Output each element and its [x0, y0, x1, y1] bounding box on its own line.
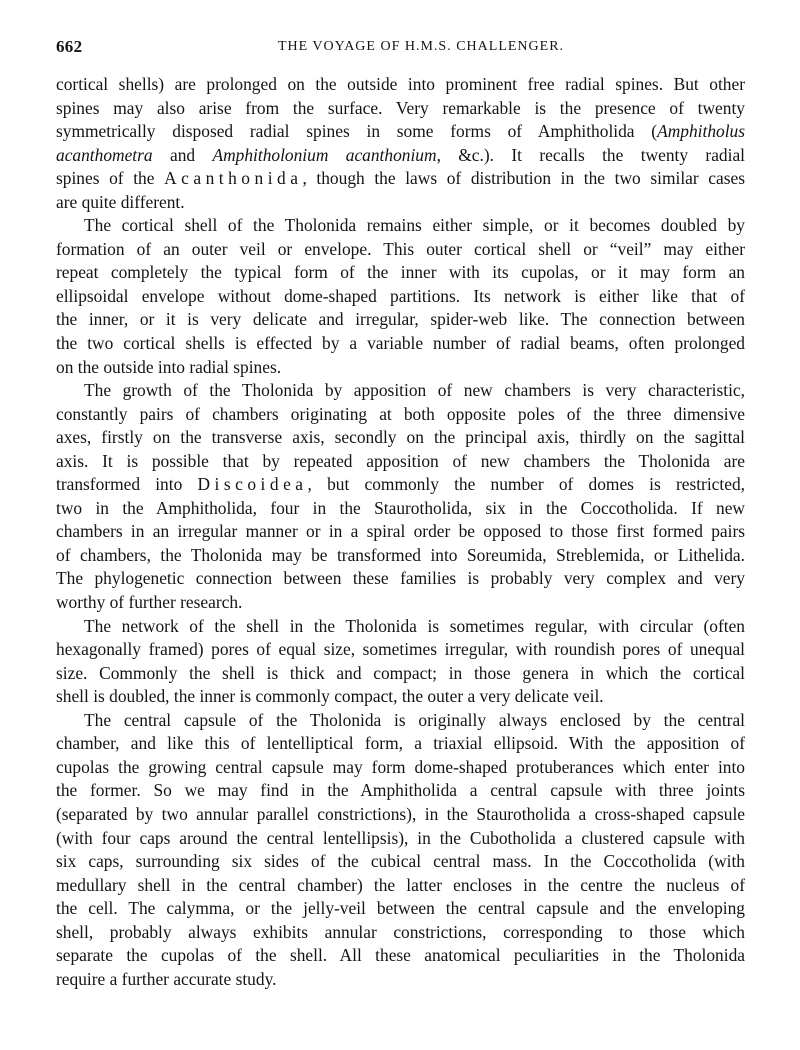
text-line: two in the Amphitholida, four in the Staurotholida, six in the Coccotholida. If new: [56, 497, 745, 518]
running-title: THE VOYAGE OF H.M.S. CHALLENGER.: [277, 39, 565, 54]
text-line: worthy of further research.: [56, 592, 243, 613]
text-line: are quite different.: [56, 191, 185, 212]
text-line: the former. So we may find in the Amphitholida a central capsule with three joints: [56, 780, 745, 801]
page-number: 662: [56, 37, 83, 56]
text-line: axes, firstly on the transverse axis, secondly on the principal axis, thirdly on the sagittal: [56, 427, 745, 448]
text-line: transformed into Discoidea, but commonly the number of domes is restricted,: [56, 474, 745, 495]
text-line: The central capsule of the Tholonida is originally always enclosed by the central: [84, 709, 745, 730]
spaced-taxon: Discoidea: [197, 474, 308, 495]
text-line: (with four caps around the central lentellipsis), in the Cubotholida a clustered capsule with: [56, 827, 745, 848]
italic-taxon: Amphitholus: [657, 121, 745, 142]
italic-taxon: acanthometra: [56, 144, 153, 165]
text-line: The cortical shell of the Tholonida remains either simple, or it becomes doubled by: [84, 215, 745, 236]
text-line: on the outside into radial spines.: [56, 356, 282, 377]
text-line: hexagonally framed) pores of equal size, sometimes irregular, with roundish pores of unequal: [56, 639, 745, 660]
text-line: size. Commonly the shell is thick and compact; in those genera in which the cortical: [56, 662, 745, 683]
text-line: chambers in an irregular manner or in a spiral order be opposed to those first formed pairs: [56, 521, 745, 542]
text-line: spines of the Acanthonida, though the laws of distribution in the two similar cases: [56, 168, 745, 189]
italic-taxon: Amphitholonium acanthonium: [212, 144, 437, 165]
text-line: The growth of the Tholonida by apposition of new chambers is very characteristic,: [84, 380, 745, 401]
text-line: the cell. The calymma, or the jelly-veil between the central capsule and the enveloping: [56, 898, 745, 919]
text-line: (separated by two annular parallel constrictions), in the Staurotholida a cross-shaped capsule: [56, 803, 745, 824]
paragraph: [56, 73, 745, 214]
text-line: cupolas the growing central capsule may form dome-shaped protuberances which enter into: [56, 756, 745, 777]
text-line: medullary shell in the central chamber) the latter encloses in the centre the nucleus of: [56, 874, 745, 895]
text-line: The network of the shell in the Tholonida is sometimes regular, with circular (often: [84, 615, 745, 636]
text-line: six caps, surrounding six sides of the cubical central mass. In the Coccotholida (with: [56, 851, 745, 872]
text-line: of chambers, the Tholonida may be transformed into Soreumida, Streblemida, or Lithelida.: [56, 544, 745, 565]
text-line: shell is doubled, the inner is commonly compact, the outer a very delicate veil.: [56, 686, 604, 707]
paragraph: [56, 709, 745, 992]
paragraph: [56, 615, 745, 709]
text-line: spines may also arise from the surface. Very remarkable is the presence of twenty: [56, 97, 745, 118]
text-line: shell, probably always exhibits annular constrictions, corresponding to those which: [56, 921, 745, 942]
paragraph: [56, 379, 745, 614]
text-line: The phylogenetic connection between these families is probably very complex and very: [56, 568, 745, 589]
text-line: cortical shells) are prolonged on the outside into prominent free radial spines. But other: [56, 74, 745, 94]
text-line: require a further accurate study.: [56, 968, 277, 989]
text-line: repeat completely the typical form of the inner with its cupolas, or it may form an: [56, 262, 745, 283]
text-line: acanthometra and Amphitholonium acanthonium, &c.). It recalls the twenty radial: [56, 144, 745, 165]
paragraph: [56, 214, 745, 379]
text-line: constantly pairs of chambers originating at both opposite poles of the three dimensive: [56, 403, 745, 424]
spaced-taxon: Acanthonida: [164, 168, 303, 189]
page-header: [56, 37, 746, 59]
text-line: the inner, or it is very delicate and irregular, spider-web like. The connection between: [56, 309, 745, 330]
text-line: chamber, and like this of lentelliptical form, a triaxial ellipsoid. With the apposition of: [56, 733, 745, 754]
page-body: [56, 73, 745, 991]
text-line: axis. It is possible that by repeated apposition of new chambers the Tholonida are: [56, 450, 745, 471]
text-line: ellipsoidal envelope without dome-shaped partitions. Its network is either like that of: [56, 285, 745, 306]
text-line: the two cortical shells is effected by a variable number of radial beams, often prolonged: [56, 333, 745, 354]
text-line: symmetrically disposed radial spines in some forms of Amphitholida (Amphitholus: [56, 121, 745, 142]
text-line: separate the cupolas of the shell. All these anatomical peculiarities in the Tholonida: [56, 945, 745, 966]
text-line: formation of an outer veil or envelope. This outer cortical shell or “veil” may either: [56, 238, 745, 259]
